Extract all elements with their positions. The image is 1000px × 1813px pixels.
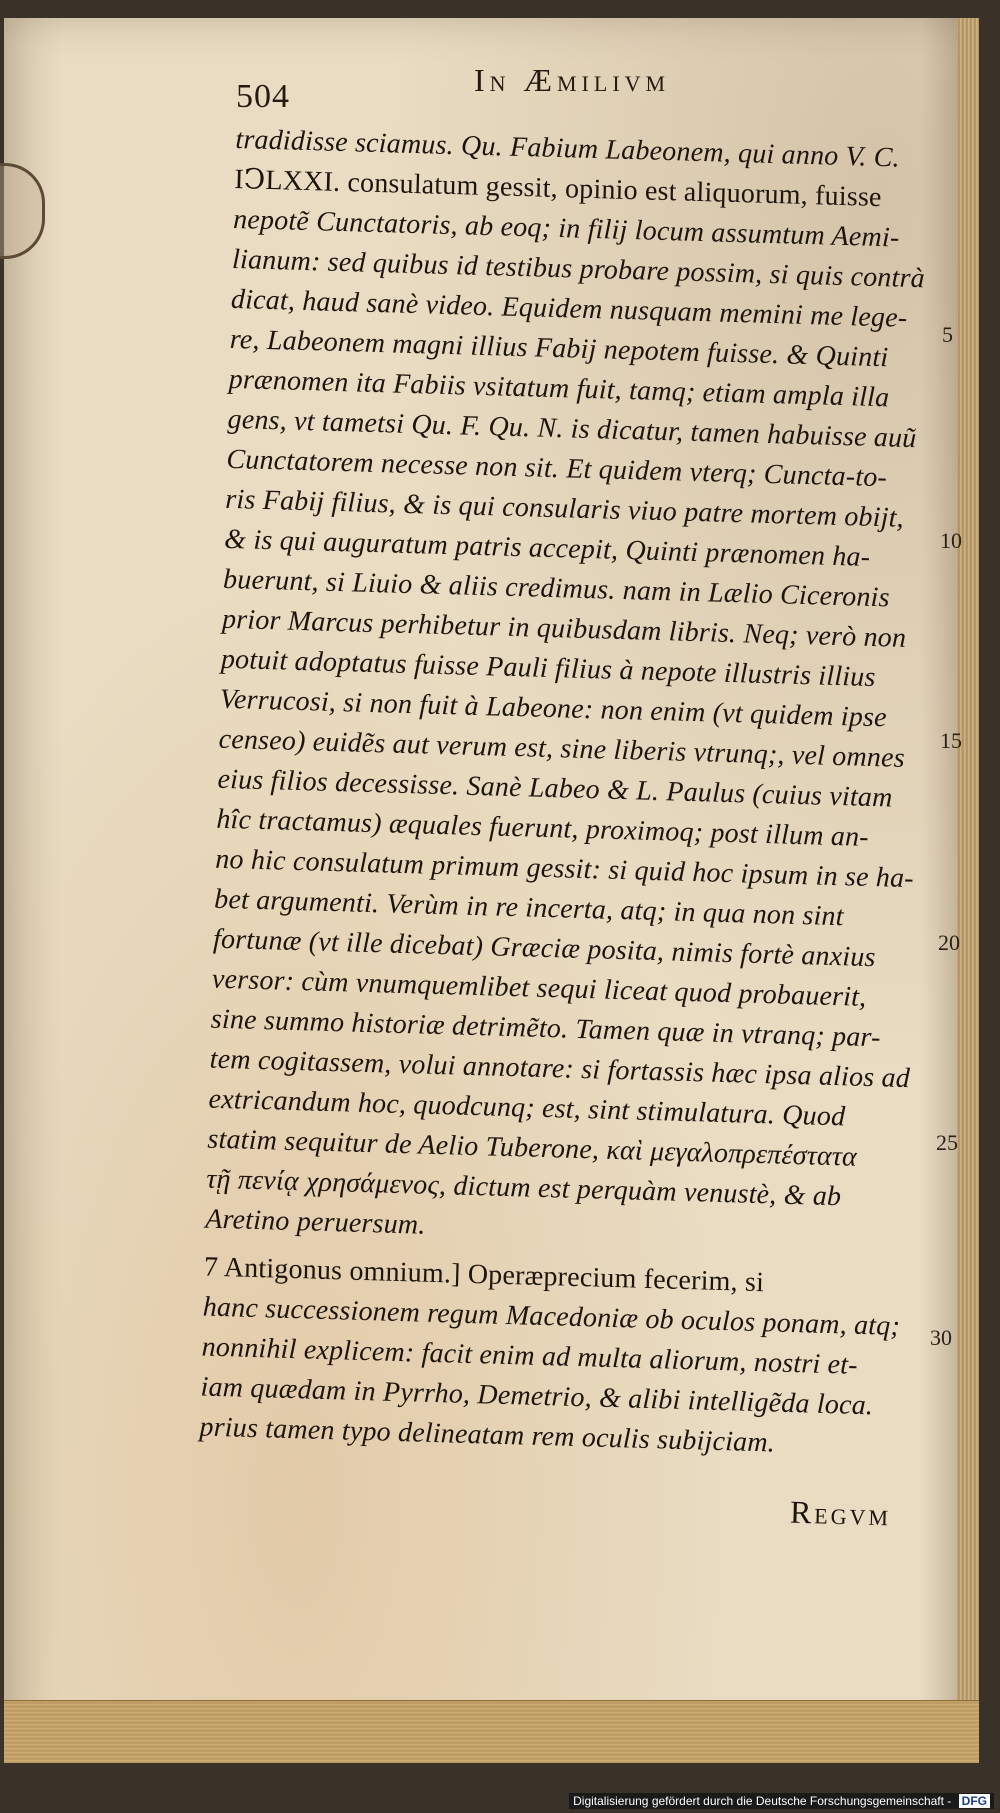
margin-line-number: 25 <box>936 1130 958 1155</box>
text-line: prænomen ita Fabiis vsitatum fuit, tamq; etiam ampla illa <box>228 363 890 414</box>
note-line: 7 Antigonus omnium.] Operæprecium fecerim, si <box>203 1251 765 1299</box>
binding-tab-mark <box>0 163 45 259</box>
text-line: τῇ πενίᾳ χρησάμενος, dictum est perquàm venustè, & ab <box>205 1163 842 1213</box>
text-line: prior Marcus perhibetur in quibusdam libris. Neq; verò non <box>221 603 907 654</box>
text-line: no hic consulatum primum gessit: si quid hoc ipsum in se ha- <box>214 843 915 895</box>
page-edge-right <box>957 18 979 1701</box>
text-line: ris Fabij filius, & is qui consularis viuo patre mortem obijt, <box>224 483 905 534</box>
text-line: dicat, haud sanè video. Equidem nusquam memini me lege- <box>230 283 908 334</box>
text-line: nepotẽ Cunctatoris, ab eoq; in filij locum assumtum Aemi- <box>232 203 900 254</box>
page-edge-bottom <box>4 1700 979 1763</box>
page-header <box>236 60 936 115</box>
main-text-block <box>199 120 956 1468</box>
note-line: nonnihil explicem: facit enim ad multa aliorum, nostri et- <box>201 1331 859 1381</box>
text-line: Cunctatorem necesse non sit. Et quidem vterq; Cuncta-to- <box>226 443 888 494</box>
text-line: Aretino peruersum. <box>204 1203 426 1241</box>
dfg-logo: DFG <box>959 1794 990 1808</box>
text-line: censeo) euidẽs aut verum est, sine liberis vtrunq;, vel omnes <box>218 723 906 774</box>
margin-line-number: 30 <box>930 1325 952 1350</box>
text-line: IↃLXXI. consulatum gessit, opinio est aliquorum, fuisse <box>233 163 883 214</box>
text-line: potuit adoptatus fuisse Pauli filius à nepote illustris illius <box>220 643 877 694</box>
margin-line-number: 15 <box>940 728 962 753</box>
margin-line-number: 20 <box>938 930 960 955</box>
text-line: lianum: sed quibus id testibus probare possim, si quis contrà <box>231 243 926 295</box>
note-line: hanc successionem regum Macedoniæ ob oculos ponam, atq; <box>202 1291 901 1343</box>
catchword: Regvm <box>789 1493 892 1533</box>
text-line: bet argumenti. Verùm in re incerta, atq; in qua non sint <box>213 883 845 933</box>
credit-text: Digitalisierung gefördert durch die Deutsche Forschungsgemeinschaft - <box>573 1794 952 1808</box>
margin-line-number: 5 <box>942 322 953 347</box>
text-line: extricandum hoc, quodcunq; est, sint stimulatura. Quod <box>208 1083 846 1133</box>
text-line: re, Labeonem magni illius Fabij nepotem fuisse. & Quinti <box>229 323 889 374</box>
note-line: prius tamen typo delineatam rem oculis subijciam. <box>199 1411 776 1459</box>
text-line: eius filios decessisse. Sanè Labeo & L. Paulus (cuius vitam <box>217 763 893 814</box>
text-line: & is qui auguratum patris accepit, Quinti prænomen ha- <box>223 523 871 573</box>
text-line: tem cogitassem, volui annotare: si fortassis hæc ipsa alios ad <box>209 1043 911 1095</box>
text-line: tradidisse sciamus. Qu. Fabium Labeonem, qui anno V. C. <box>235 123 901 174</box>
text-line: versor: cùm vnumquemlibet sequi liceat quod probauerit, <box>211 963 867 1013</box>
margin-line-number: 10 <box>940 528 962 553</box>
page-number: 504 <box>236 78 290 115</box>
text-line: buerunt, si Liuio & aliis credimus. nam in Lælio Ciceronis <box>222 563 891 614</box>
text-line: sine summo historiæ detrimẽto. Tamen quæ in vtranq; par- <box>210 1003 882 1054</box>
digitization-credit <box>569 1793 994 1809</box>
running-title: In Æmilivm <box>474 62 671 98</box>
note-line: iam quædam in Pyrrho, Demetrio, & alibi intelligẽda loca. <box>200 1371 874 1422</box>
text-line: gens, vt tametsi Qu. F. Qu. N. is dicatur, tamen habuisse auũ <box>227 403 917 455</box>
text-line: statim sequitur de Aelio Tuberone, καὶ μεγαλοπρεπέστατα <box>207 1123 858 1173</box>
text-line: fortunæ (vt ille dicebat) Græciæ posita, nimis fortè anxius <box>212 923 877 974</box>
text-line: hîc tractamus) æquales fuerunt, proximoq; post illum an- <box>216 803 870 853</box>
text-line: Verrucosi, si non fuit à Labeone: non enim (vt quidem ipse <box>219 683 888 734</box>
